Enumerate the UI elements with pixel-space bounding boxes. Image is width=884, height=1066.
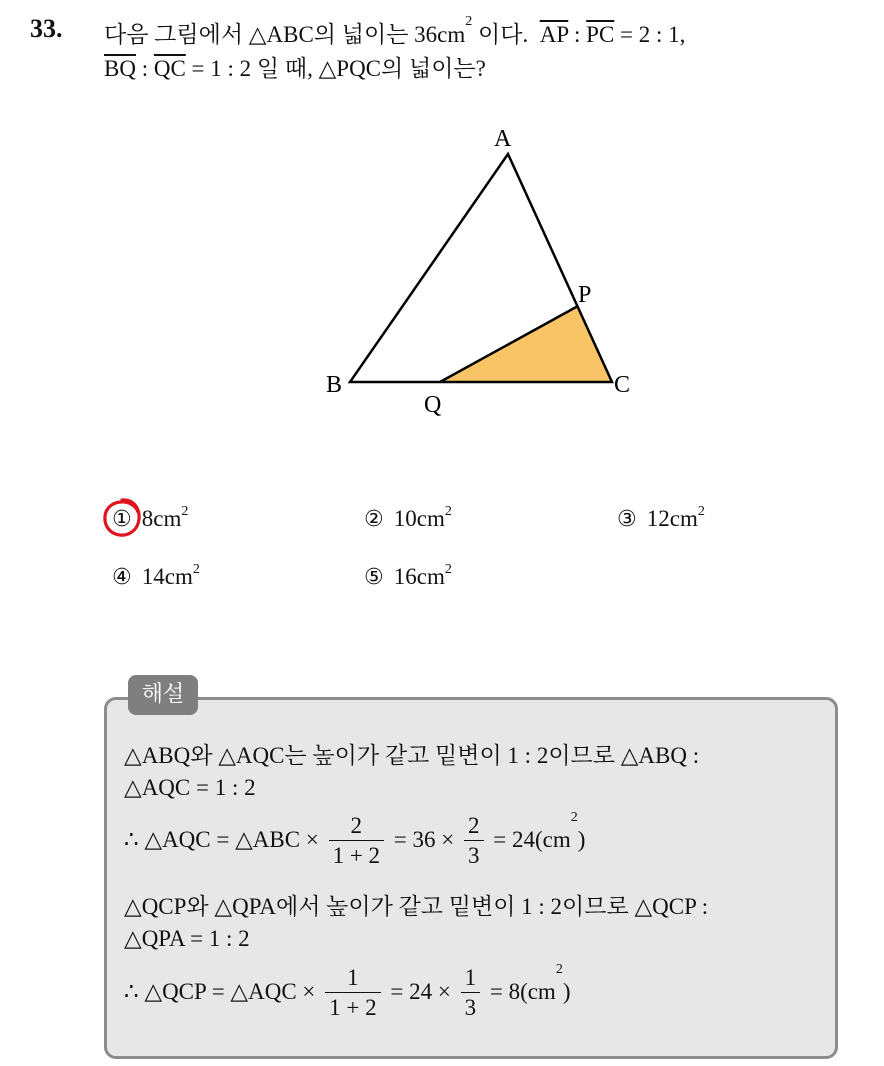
solution-line-6-close: ) bbox=[562, 978, 571, 1004]
choice-exp-5: 2 bbox=[444, 562, 452, 577]
solution-line-3-close: ) bbox=[577, 826, 586, 852]
question-number: 33. bbox=[30, 14, 63, 43]
choice-2[interactable] bbox=[364, 506, 452, 532]
solution-tag: 해설 bbox=[128, 675, 198, 715]
label-a: A bbox=[494, 126, 512, 152]
choice-3[interactable] bbox=[617, 506, 705, 532]
choice-4[interactable] bbox=[112, 564, 200, 590]
choice-value-3: 12cm bbox=[646, 506, 698, 531]
segment-qc: $\overline{QC}$ bbox=[153, 56, 186, 81]
fraction-den-4: 3 bbox=[461, 992, 481, 1023]
question-line-1 bbox=[104, 16, 685, 49]
choice-exp-4: 2 bbox=[192, 562, 200, 577]
choice-exp-1: 2 bbox=[181, 504, 189, 519]
solution-line-3-mid: = 36 × bbox=[393, 826, 455, 852]
fraction-den-2: 3 bbox=[464, 840, 484, 871]
solution-line-4: △QCP와 △QPA에서 높이가 같고 밑변이 1 : 2이므로 △QCP : bbox=[124, 894, 709, 919]
choice-mark-4: ④ bbox=[112, 565, 132, 590]
segment-pc: $\overline{PC}$ bbox=[586, 22, 615, 47]
question-text: 다음 그림에서 △ABC의 넓이는 36cm bbox=[104, 22, 466, 47]
fraction-num-4: 1 bbox=[464, 965, 477, 990]
solution-line-5: △QPA = 1 : 2 bbox=[124, 926, 250, 951]
fraction-den: 1 + 2 bbox=[329, 840, 384, 871]
solution-line-1: △ABQ와 △AQC는 높이가 같고 밑변이 1 : 2이므로 △ABQ : bbox=[124, 743, 700, 768]
fraction-num-2: 2 bbox=[468, 813, 480, 838]
fraction-num-3: 1 bbox=[347, 965, 359, 990]
fraction-2-over-3 bbox=[464, 812, 484, 871]
ratio-colon-2: : bbox=[141, 56, 149, 81]
choice-value-1: 8cm bbox=[141, 506, 182, 531]
label-q: Q bbox=[424, 392, 442, 418]
solution-line-3-post: = 24(cm bbox=[493, 826, 571, 852]
choice-5[interactable] bbox=[364, 564, 452, 590]
choice-mark-5: ⑤ bbox=[364, 565, 384, 590]
fraction-den-3: 1 + 2 bbox=[325, 992, 380, 1023]
label-b: B bbox=[326, 372, 343, 398]
shaded-triangle-pqc bbox=[440, 306, 612, 382]
triangle-diagram bbox=[300, 110, 660, 420]
question-line-2 bbox=[104, 50, 486, 83]
question-text-end: 이다. bbox=[472, 22, 529, 47]
choice-value-2: 10cm bbox=[393, 506, 445, 531]
choice-mark-2: ② bbox=[364, 507, 384, 532]
solution-line-3 bbox=[124, 812, 585, 871]
choice-value-4: 14cm bbox=[141, 564, 193, 589]
choice-value-5: 16cm bbox=[393, 564, 445, 589]
segment-bq: $\overline{BQ}$ bbox=[104, 56, 136, 81]
fraction-1-over-3-sum bbox=[325, 964, 380, 1023]
solution-line-3-exp: 2 bbox=[570, 810, 578, 825]
label-p: P bbox=[578, 282, 592, 308]
solution-line-6-pre: ∴ △QCP = △AQC × bbox=[124, 978, 316, 1004]
fraction-num: 2 bbox=[350, 813, 363, 838]
segment-ap: $\overline{AP}$ bbox=[539, 22, 569, 47]
choice-mark-3: ③ bbox=[617, 507, 637, 532]
fraction-2-over-3-sum bbox=[329, 812, 384, 871]
choice-exp-3: 2 bbox=[697, 504, 705, 519]
solution-line-6-mid: = 24 × bbox=[390, 978, 451, 1004]
choice-mark-1: ① bbox=[112, 507, 132, 532]
solution-line-6 bbox=[124, 964, 571, 1023]
solution-line-6-post: = 8(cm bbox=[489, 978, 556, 1004]
solution-line-6-exp: 2 bbox=[555, 962, 563, 977]
choice-1[interactable] bbox=[112, 506, 188, 532]
question-exponent: 2 bbox=[465, 14, 473, 29]
ratio-colon: : bbox=[574, 22, 581, 47]
fraction-1-over-3 bbox=[461, 964, 481, 1023]
ratio-bq-qc: = 1 : 2 일 때, △PQC의 넓이는? bbox=[191, 56, 486, 81]
solution-line-3-pre: ∴ △AQC = △ABC × bbox=[124, 826, 319, 852]
choice-exp-2: 2 bbox=[444, 504, 452, 519]
solution-line-2: △AQC = 1 : 2 bbox=[124, 775, 256, 800]
label-c: C bbox=[614, 372, 631, 398]
ratio-ap-pc: = 2 : 1, bbox=[620, 22, 686, 47]
